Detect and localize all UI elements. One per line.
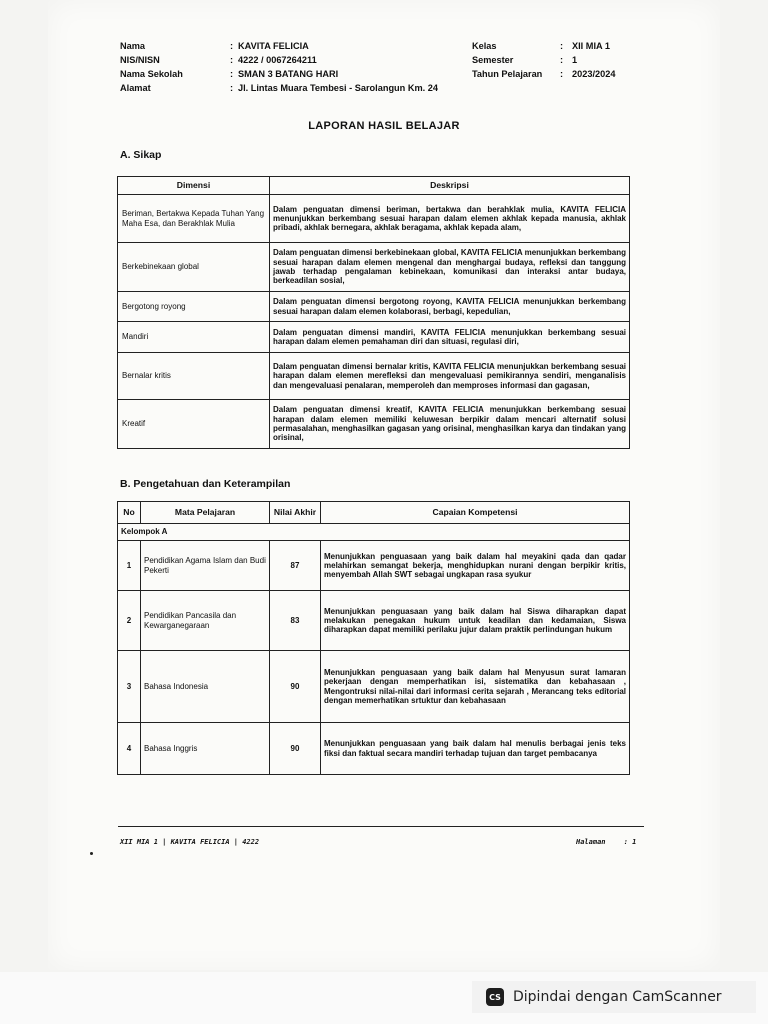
table-row <box>118 591 630 651</box>
pk-header-mata-pelajaran: Mata Pelajaran <box>141 502 270 524</box>
subject-name: Pendidikan Pancasila dan Kewarganegaraan <box>141 591 270 651</box>
sikap-header-dimensi: Dimensi <box>118 177 270 195</box>
sikap-dimension: Kreatif <box>118 400 270 449</box>
sikap-table <box>117 176 630 449</box>
table-row <box>118 723 630 775</box>
sikap-description: Dalam penguatan dimensi mandiri, KAVITA FELICIA menunjukkan berkembang sesuai harapan dalam elemen pemahaman diri dan situasi, regulasi diri, <box>270 322 630 353</box>
sikap-dimension: Bernalar kritis <box>118 353 270 400</box>
sikap-description: Dalam penguatan dimensi kreatif, KAVITA FELICIA menunjukkan berkembang sesuai harapan dalam elemen memiliki keluwesan berpikir dalam mencari alternatif solusi permasalahan, menghasilkan gagasan yang orisinal, menghasilkan karya dan tindakan yang orisinal, <box>270 400 630 449</box>
semester-value: 1 <box>572 55 578 65</box>
footer-student-info: XII MIA 1 | KAVITA FELICIA | 4222 <box>120 838 260 846</box>
class-label: Kelas <box>472 41 497 51</box>
subject-number: 4 <box>118 723 141 775</box>
final-score: 90 <box>270 723 321 775</box>
table-row <box>118 541 630 591</box>
table-row <box>118 292 630 322</box>
academic-year-label: Tahun Pelajaran <box>472 69 543 79</box>
camscanner-icon: CS <box>486 988 504 1006</box>
subject-number: 3 <box>118 651 141 723</box>
nis-value: 4222 / 0067264211 <box>238 55 317 65</box>
sikap-description: Dalam penguatan dimensi bergotong royong, KAVITA FELICIA menunjukkan berkembang sesuai harapan dalam elemen kolaborasi, berbagi, kepedulian, <box>270 292 630 322</box>
pk-header-no: No <box>118 502 141 524</box>
class-value: XII MIA 1 <box>572 41 610 51</box>
scan-speck <box>90 852 93 855</box>
pengetahuan-section-title: B. Pengetahuan dan Keterampilan <box>120 478 291 490</box>
table-row <box>118 651 630 723</box>
final-score: 87 <box>270 541 321 591</box>
table-row <box>118 400 630 449</box>
competency-description: Menunjukkan penguasaan yang baik dalam hal Menyusun surat lamaran pekerjaan dengan memperhatikan isi, sistematika dan kebahasaan , Mengontruksi nilai-nilai dari informasi cerita sejarah , Merancang teks editorial dengan memerhatikan srtuktur dan kebahasaan <box>321 651 630 723</box>
table-row <box>118 353 630 400</box>
pengetahuan-table <box>117 501 630 775</box>
competency-description: Menunjukkan penguasaan yang baik dalam hal Siswa diharapkan dapat melakukan penegakan hukum untuk keadilan dan kedamaian, Siswa diharapkan dapat memiliki perilaku jujur dalam praktik perlindungan hukum <box>321 591 630 651</box>
subject-name: Bahasa Inggris <box>141 723 270 775</box>
academic-year-value: 2023/2024 <box>572 69 616 79</box>
competency-description: Menunjukkan penguasaan yang baik dalam hal menulis berbagai jenis teks fiksi dan faktual secara mandiri terhadap tujuan dan target pembacanya <box>321 723 630 775</box>
pk-header-nilai-akhir: Nilai Akhir <box>270 502 321 524</box>
subject-name: Pendidikan Agama Islam dan Budi Pekerti <box>141 541 270 591</box>
sikap-dimension: Berkebinekaan global <box>118 243 270 292</box>
camscanner-text: Dipindai dengan CamScanner <box>513 989 722 1005</box>
page-label: Halaman <box>576 838 606 846</box>
nis-label: NIS/NISN <box>120 55 160 65</box>
table-row <box>118 243 630 292</box>
sikap-description: Dalam penguatan dimensi beriman, bertakwa dan berahklak mulia, KAVITA FELICIA menunjukkan berkembang sesuai harapan dalam elemen akhlak kepada manusia, akhlak pribadi, akhlak bernegara, akhlak beragama, akhlak kepada alam, <box>270 195 630 243</box>
camscanner-watermark <box>472 981 756 1013</box>
school-value: SMAN 3 BATANG HARI <box>238 69 339 79</box>
footer-divider <box>118 826 644 827</box>
address-value: Jl. Lintas Muara Tembesi - Sarolangun Km. 24 <box>238 83 438 93</box>
pk-header-capaian: Capaian Kompetensi <box>321 502 630 524</box>
semester-label: Semester <box>472 55 514 65</box>
sikap-description: Dalam penguatan dimensi bernalar kritis, KAVITA FELICIA menunjukkan berkembang sesuai harapan dalam elemen merefleksi dan mengevaluasi pemikirannya sendiri, menganalisis dan mengevaluasi penalaran, memperoleh dan memproses informasi dan gagasan, <box>270 353 630 400</box>
competency-description: Menunjukkan penguasaan yang baik dalam hal meyakini qada dan qadar melahirkan semangat bekerja, menghidupkan nurani dengan berpikir kritis, menyembah Allah SWT sebagai ungkapan rasa syukur <box>321 541 630 591</box>
sikap-section-title: A. Sikap <box>120 149 162 161</box>
report-title: LAPORAN HASIL BELAJAR <box>308 120 460 132</box>
table-row <box>118 195 630 243</box>
footer-page-number <box>576 838 636 846</box>
sikap-dimension: Beriman, Bertakwa Kepada Tuhan Yang Maha Esa, dan Berakhlak Mulia <box>118 195 270 243</box>
subject-name: Bahasa Indonesia <box>141 651 270 723</box>
sikap-dimension: Bergotong royong <box>118 292 270 322</box>
subject-number: 2 <box>118 591 141 651</box>
school-label: Nama Sekolah <box>120 69 183 79</box>
final-score: 83 <box>270 591 321 651</box>
sikap-dimension: Mandiri <box>118 322 270 353</box>
address-label: Alamat <box>120 83 151 93</box>
name-value: KAVITA FELICIA <box>238 41 309 51</box>
sikap-header-deskripsi: Deskripsi <box>270 177 630 195</box>
page-value: : 1 <box>623 838 637 846</box>
final-score: 90 <box>270 651 321 723</box>
table-row <box>118 322 630 353</box>
group-label: Kelompok A <box>118 524 630 541</box>
name-label: Nama <box>120 41 146 51</box>
subject-number: 1 <box>118 541 141 591</box>
sikap-description: Dalam penguatan dimensi berkebinekaan global, KAVITA FELICIA menunjukkan berkembang sesuai harapan dalam elemen mengenal dan menghargai budaya, refleksi dan tanggung jawab terhadap pengalaman kebinekaan, komunikasi dan interaksi antar budaya, berkeadilan sosial, <box>270 243 630 292</box>
